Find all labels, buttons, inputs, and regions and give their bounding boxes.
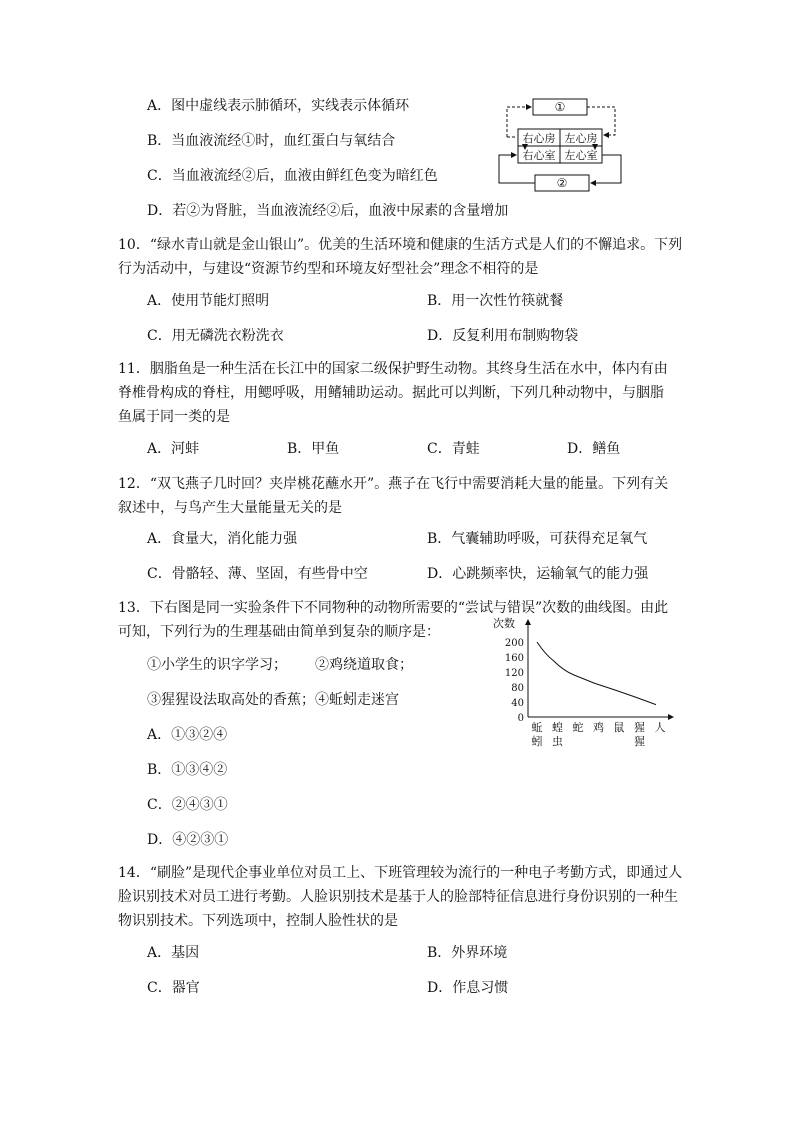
x-tick-label: 蚯蚓: [531, 721, 543, 748]
q13-stem-line: 可知，下列行为的生理基础由简单到复杂的顺序是：: [118, 624, 440, 640]
q11-option-a: A．河蚌: [147, 441, 200, 457]
q10-stem: [118, 233, 698, 281]
q14-stem: [118, 861, 698, 933]
y-tick-label: 200: [504, 638, 524, 649]
q11-option-b: B．甲鱼: [287, 441, 340, 457]
q11-stem-line: 脊椎骨构成的脊柱，用鳃呼吸，用鳍辅助运动。据此可以判断，下列几种动物中，与胭脂: [118, 385, 664, 401]
q12-option-a: A．食量大，消化能力强: [147, 531, 298, 547]
x-tick-label: 人: [654, 721, 666, 734]
q10-option-c: C．用无磷洗衣粉洗衣: [147, 328, 284, 344]
right-ventricle-label: 右心室: [522, 149, 556, 162]
q14-option-c: C．器官: [147, 980, 200, 996]
q13-option-c: C．②④③①: [147, 797, 228, 813]
x-tick-label: 蝗虫: [552, 721, 563, 748]
q12-option-d: D．心跳频率快，运输氧气的能力强: [427, 566, 649, 582]
circulation-diagram: [495, 95, 635, 195]
trial-error-chart: [485, 612, 685, 752]
q13-item-1: ①小学生的识字学习；: [147, 657, 287, 673]
q12-option-c: C．骨骼轻、薄、坚固，有些骨中空: [147, 566, 368, 582]
q12-stem: [118, 472, 698, 520]
q9-option-b: B．当血液流经①时，血红蛋白与氧结合: [147, 133, 396, 149]
q14-stem-line: 脸识别技术对员工进行考勤。人脸识别技术是基于人的脸部特征信息进行身份识别的一种生: [118, 889, 678, 905]
q9-option-c: C．当血液流经②后，血液由鲜红色变为暗红色: [147, 168, 438, 184]
y-axis-label: 次数: [493, 617, 515, 630]
q14-option-d: D．作息习惯: [427, 980, 509, 996]
q13-stem-line: 13．下右图是同一实验条件下不同物种的动物所需要的“尝试与错误”次数的曲线图。由此: [118, 600, 669, 616]
left-ventricle-label: 左心室: [564, 149, 598, 162]
x-tick-label: 蛇: [572, 721, 584, 734]
x-tick-label: 猩猩: [634, 721, 645, 748]
q9-option-d: D．若②为肾脏，当血液流经②后，血液中尿素的含量增加: [147, 203, 509, 219]
q10-option-d: D．反复利用布制购物袋: [427, 328, 579, 344]
q12-stem-line: 12．“双飞燕子几时回？夹岸桃花蘸水开”。燕子在飞行中需要消耗大量的能量。下列有关: [118, 476, 669, 492]
x-tick-label: 鼠: [613, 721, 625, 734]
q14-stem-line: 14．“刷脸”是现代企事业单位对员工上、下班管理较为流行的一种电子考勤方式，即通过人: [118, 865, 683, 881]
q10-stem-line: 行为活动中，与建设“资源节约型和环境友好型社会”理念不相符的是: [118, 261, 539, 277]
y-tick-label: 160: [504, 653, 524, 664]
q11-option-d: D．鳝鱼: [567, 441, 621, 457]
y-tick-label: 40: [511, 698, 524, 709]
y-tick-label: 80: [511, 683, 524, 694]
q9-option-a: A．图中虚线表示肺循环，实线表示体循环: [147, 98, 410, 114]
q10-option-a: A．使用节能灯照明: [147, 293, 270, 309]
q10-option-b: B．用一次性竹筷就餐: [427, 293, 564, 309]
trial-error-curve: [537, 642, 656, 705]
q13-item-3-4: ③猩猩设法取高处的香蕉；④蚯蚓走迷宫: [147, 692, 399, 708]
q14-option-a: A．基因: [147, 945, 200, 961]
q11-stem: [118, 357, 698, 429]
q13-option-b: B．①③④②: [147, 762, 228, 778]
y-tick-label: 120: [504, 668, 524, 679]
q13-option-d: D．④②③①: [147, 832, 229, 848]
q14-stem-line: 物识别技术。下列选项中，控制人脸性状的是: [118, 913, 398, 929]
q12-option-b: B．气囊辅助呼吸，可获得充足氧气: [427, 531, 648, 547]
q11-stem-line: 鱼属于同一类的是: [118, 409, 230, 425]
q13-item-2: ②鸡绕道取食；: [315, 657, 413, 673]
q10-stem-line: 10．“绿水青山就是金山银山”。优美的生活环境和健康的生活方式是人们的不懈追求。下列: [118, 237, 683, 253]
q14-option-b: B．外界环境: [427, 945, 508, 961]
q11-stem-line: 11．胭脂鱼是一种生活在长江中的国家二级保护野生动物。其终身生活在水中，体内有由: [118, 361, 668, 377]
q13-option-a: A．①③②④: [147, 727, 228, 743]
organ-box-1: ①: [554, 100, 566, 114]
q12-stem-line: 叙述中，与鸟产生大量能量无关的是: [118, 500, 342, 516]
y-tick-label: 0: [517, 713, 524, 724]
x-tick-label: 鸡: [593, 721, 604, 734]
q11-option-c: C．青蛙: [427, 441, 480, 457]
right-atrium-label: 右心房: [522, 132, 556, 145]
organ-box-2: ②: [556, 176, 568, 190]
left-atrium-label: 左心房: [564, 132, 598, 145]
